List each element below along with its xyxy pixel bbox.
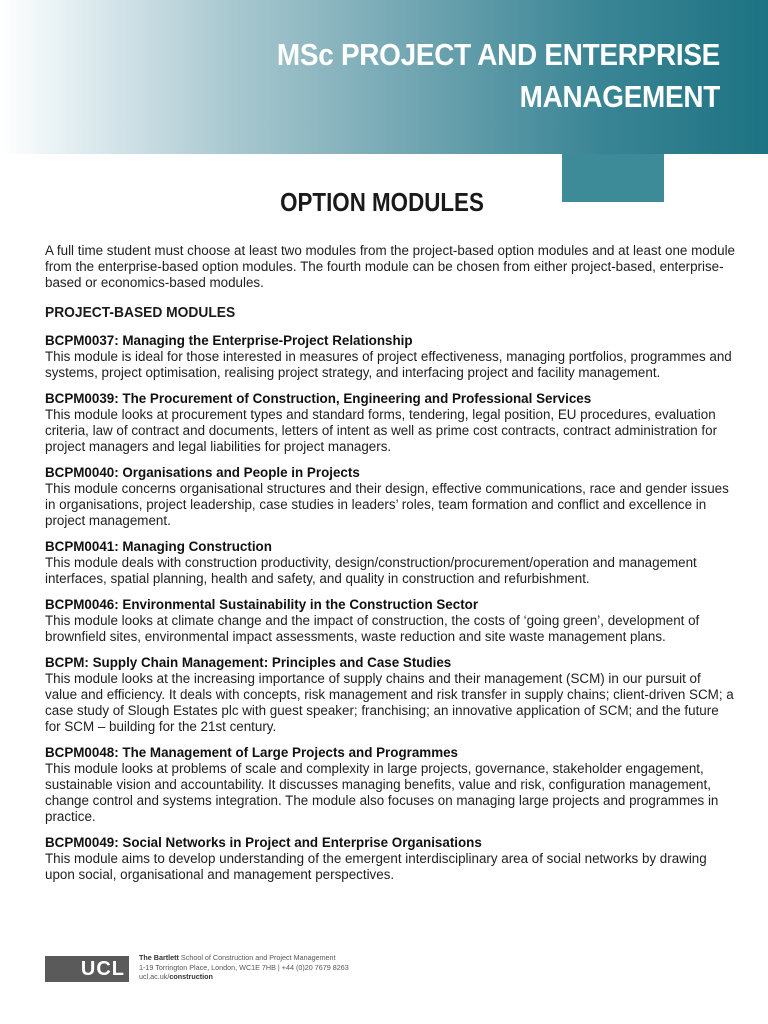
module-item	[45, 391, 735, 455]
subsection-heading: PROJECT-BASED MODULES	[45, 304, 236, 321]
footer-website[interactable]	[139, 972, 349, 982]
module-item	[45, 745, 735, 825]
module-item	[45, 333, 735, 381]
module-description: This module deals with construction productivity, design/construction/procurement/operation and management interfaces, spatial planning, health and safety, and quality in construction and refurbishment.	[45, 555, 697, 586]
module-item	[45, 539, 735, 587]
module-description: This module looks at the increasing importance of supply chains and their management (SCM) in our pursuit of value and efficiency. It deals with concepts, risk management and risk transfer in supply chains; client-driven SCM; a case study of Slough Estates plc with guest speaker; franchising; an innovative application of SCM; and the future for SCM – building for the 21st century.	[45, 671, 734, 734]
module-title: BCPM0039: The Procurement of Construction, Engineering and Professional Services	[45, 391, 592, 406]
module-item	[45, 465, 735, 529]
module-title: BCPM0046: Environmental Sustainability in the Construction Sector	[45, 597, 479, 612]
main-content	[45, 243, 735, 893]
module-description: This module is ideal for those interested in measures of project effectiveness, managing portfolios, programmes and systems, project optimisation, realising project strategy, and interfacing project and facility management.	[45, 349, 732, 380]
document-title-line-2: MANAGEMENT	[519, 79, 720, 114]
footer-contact	[139, 953, 349, 982]
module-title: BCPM0048: The Management of Large Projects and Programmes	[45, 745, 458, 760]
module-title: BCPM0041: Managing Construction	[45, 539, 272, 554]
footer-bartlett: The Bartlett	[139, 953, 179, 962]
module-item	[45, 655, 735, 735]
module-title: BCPM0037: Managing the Enterprise-Project Relationship	[45, 333, 413, 348]
module-description: This module looks at problems of scale and complexity in large projects, governance, stakeholder engagement, sustainable vision and accountability. It discusses managing benefits, value and risk, configuration management, change control and systems integration. The module also focuses on managing large projects and programmes in practice.	[45, 761, 719, 824]
document-title-line-1: MSc PROJECT AND ENTERPRISE	[276, 37, 720, 72]
module-description: This module looks at procurement types and standard forms, tendering, legal position, EU procedures, evaluation criteria, law of contract and documents, letters of intent as well as prime cost contracts, contract administration for project managers and legal liabilities for project managers.	[45, 407, 718, 454]
module-description: This module aims to develop understanding of the emergent interdisciplinary area of social networks by drawing upon social, organisational and management perspectives.	[45, 851, 707, 882]
module-item	[45, 597, 735, 645]
intro-paragraph: A full time student must choose at least two modules from the project-based option modules and at least one module from the enterprise-based option modules. The fourth module can be chosen from either project-based, enterprise-based or economics-based modules.	[45, 243, 736, 290]
footer-web-prefix: ucl.ac.uk/	[139, 972, 170, 981]
module-title: BCPM: Supply Chain Management: Principles and Case Studies	[45, 655, 452, 670]
section-title: OPTION MODULES	[280, 187, 484, 217]
footer-school-line	[139, 953, 349, 963]
footer-web-suffix: construction	[169, 972, 213, 981]
footer-school: School of Construction and Project Management	[178, 953, 336, 962]
ucl-logo: UCL	[45, 956, 129, 982]
module-description: This module concerns organisational structures and their design, effective communications, race and gender issues in organisations, project leadership, case studies in leaders’ roles, team formation and conflict and excellence in project management.	[45, 481, 729, 528]
module-title: BCPM0040: Organisations and People in Projects	[45, 465, 360, 480]
module-item	[45, 835, 735, 883]
module-description: This module looks at climate change and the impact of construction, the costs of ‘going green’, development of brownfield sites, environmental impact assessments, waste reduction and site waste management plans.	[45, 613, 700, 644]
module-title: BCPM0049: Social Networks in Project and Enterprise Organisations	[45, 835, 482, 850]
footer-address: 1-19 Torrington Place, London, WC1E 7HB | +44 (0)20 7679 8263	[139, 962, 349, 972]
footer	[45, 953, 445, 983]
document-title	[216, 34, 720, 118]
